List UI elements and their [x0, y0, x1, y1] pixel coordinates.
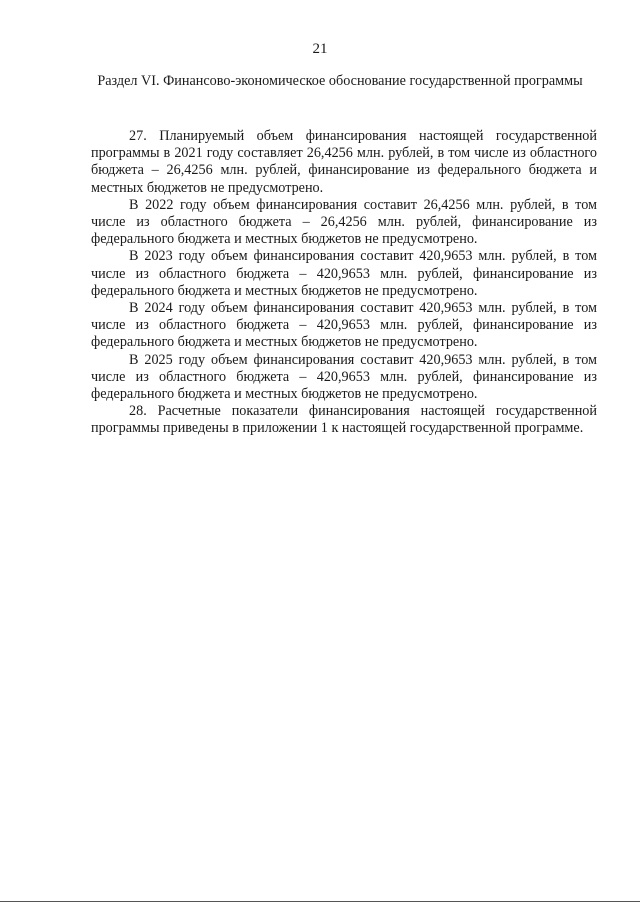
paragraph-2023: В 2023 году объем финансирования составит 420,9653 млн. рублей, в том числе из областного бюджета – 420,9653 млн. рублей, финансирование из федерального бюджета и местных бюджетов не предусмотрено. [91, 248, 597, 299]
scan-edge-divider [0, 901, 640, 902]
paragraph-2022: В 2022 году объем финансирования составит 26,4256 млн. рублей, в том числе из областного бюджета – 26,4256 млн. рублей, финансирование из федерального бюджета и местных бюджетов не предусмотрено. [91, 196, 597, 248]
page-number: 21 [312, 41, 328, 57]
paragraph-2024: В 2024 году объем финансирования составит 420,9653 млн. рублей, в том числе из областного бюджета – 420,9653 млн. рублей, финансирование из федерального бюджета и местных бюджетов не предусмотрено. [91, 300, 597, 351]
paragraph-2025: В 2025 году объем финансирования составит 420,9653 млн. рублей, в том числе из областного бюджета – 420,9653 млн. рублей, финансирование из федерального бюджета и местных бюджетов не предусмотрено. [91, 351, 597, 403]
paragraph-27: 27. Планируемый объем финансирования настоящей государственной программы в 2021 году составляет 26,4256 млн. рублей, в том числе из областного бюджета – 26,4256 млн. рублей, финансирование из федерального бюджета и местных бюджетов не предусмотрено. [91, 128, 597, 196]
section-title: Раздел VI. Финансово-экономическое обоснование государственной программы [97, 73, 583, 89]
document-body [91, 128, 597, 438]
paragraph-28: 28. Расчетные показатели финансирования настоящей государственной программы приведены в приложении 1 к настоящей государственной программе. [91, 403, 597, 437]
